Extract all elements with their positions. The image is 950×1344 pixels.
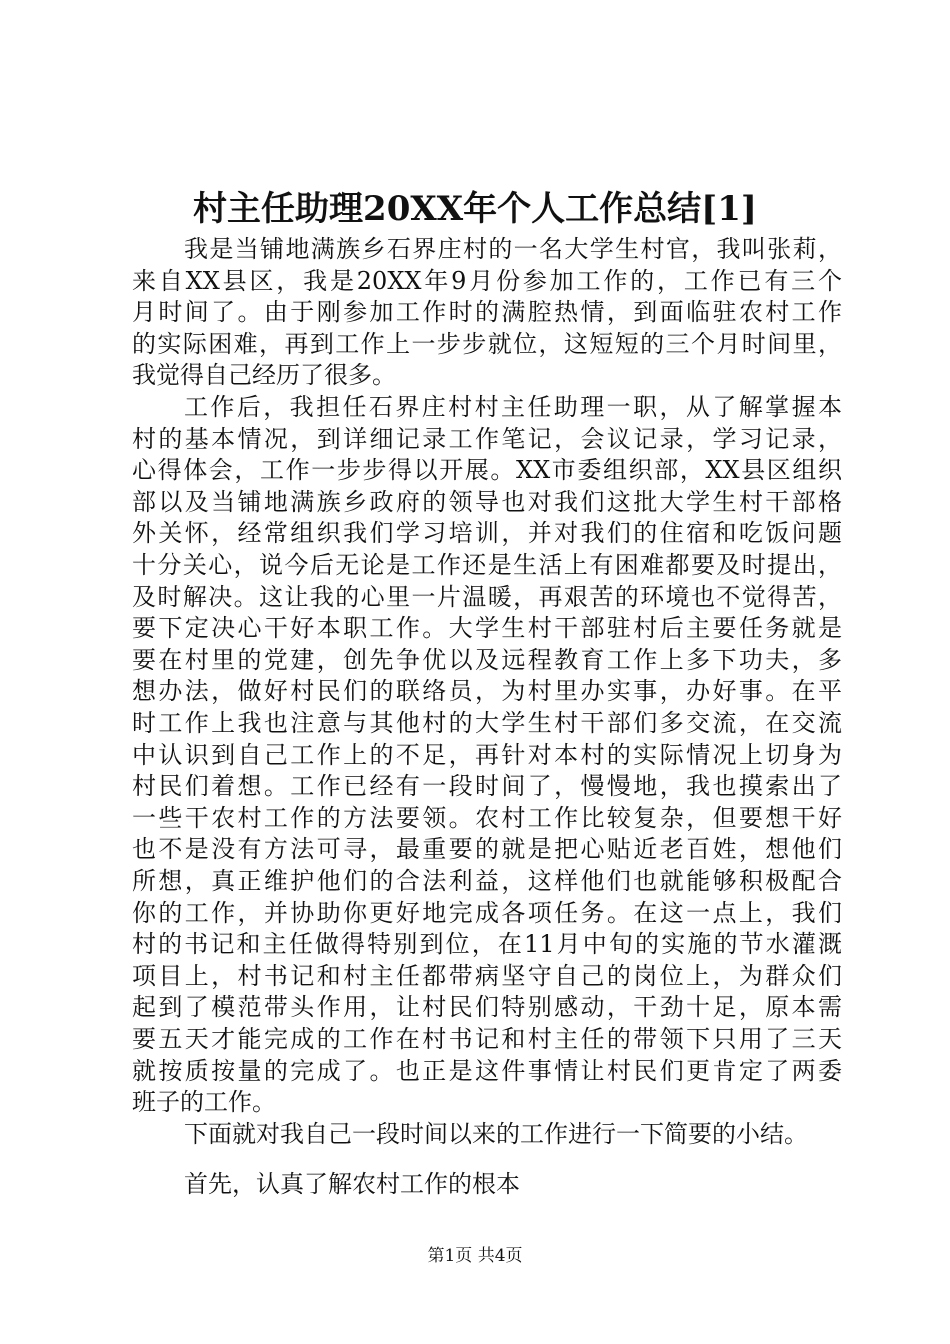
body-line: 村民们着想。工作已经有一段时间了，慢慢地，我也摸索出了	[132, 772, 842, 800]
body-line: 月时间了。由于刚参加工作时的满腔热情，到面临驻农村工作	[132, 298, 842, 326]
body-line: 的实际困难，再到工作上一步步就位，这短短的三个月时间里，	[132, 330, 842, 358]
page-footer: 第1页 共4页	[427, 1246, 523, 1266]
body-line: 要下定决心干好本职工作。大学生村干部驻村后主要任务就是	[132, 614, 842, 642]
body-line: 起到了模范带头作用，让村民们特别感动，干劲十足，原本需	[132, 993, 842, 1021]
body-line: 外关怀，经常组织我们学习培训，并对我们的住宿和吃饭问题	[132, 519, 842, 547]
body-line: 就按质按量的完成了。也正是这件事情让村民们更肯定了两委	[132, 1057, 842, 1085]
body-line: 我觉得自己经历了很多。	[132, 361, 396, 389]
body-line: 要五天才能完成的工作在村书记和村主任的带领下只用了三天	[132, 1025, 842, 1053]
body-line: 要在村里的党建，创先争优以及远程教育工作上多下功夫，多	[132, 646, 842, 674]
body-line: 一些干农村工作的方法要领。农村工作比较复杂，但要想干好	[132, 804, 842, 832]
body-line: 项目上，村书记和村主任都带病坚守自己的岗位上，为群众们	[132, 962, 842, 990]
document-title: 村主任助理20XX年个人工作总结[1]	[193, 189, 757, 229]
body-line: 工作后，我担任石界庄村村主任助理一职，从了解掌握本	[184, 393, 842, 421]
body-line: 我是当铺地满族乡石界庄村的一名大学生村官，我叫张莉，	[184, 235, 842, 263]
body-line: 村的书记和主任做得特别到位，在11月中旬的实施的节水灌溉	[132, 930, 842, 958]
body-line: 村的基本情况，到详细记录工作笔记，会议记录，学习记录，	[132, 425, 842, 453]
body-line: 部以及当铺地满族乡政府的领导也对我们这批大学生村干部格	[132, 488, 842, 516]
body-line: 及时解决。这让我的心里一片温暖，再艰苦的环境也不觉得苦，	[132, 583, 842, 611]
section-heading-line: 首先，认真了解农村工作的根本	[184, 1170, 520, 1198]
body-line: 十分关心，说今后无论是工作还是生活上有困难都要及时提出，	[132, 551, 842, 579]
body-line: 时工作上我也注意与其他村的大学生村干部们多交流，在交流	[132, 709, 842, 737]
body-line: 心得体会，工作一步步得以开展。XX市委组织部，XX县区组织	[132, 456, 842, 484]
body-line: 来自XX县区，我是20XX年9月份参加工作的，工作已有三个	[132, 267, 842, 295]
body-line: 下面就对我自己一段时间以来的工作进行一下简要的小结。	[184, 1120, 808, 1148]
body-line: 想办法，做好村民们的联络员，为村里办实事，办好事。在平	[132, 677, 842, 705]
body-line: 你的工作，并协助你更好地完成各项任务。在这一点上，我们	[132, 899, 842, 927]
body-line: 班子的工作。	[132, 1088, 276, 1116]
body-line: 也不是没有方法可寻，最重要的就是把心贴近老百姓，想他们	[132, 835, 842, 863]
body-line: 所想，真正维护他们的合法利益，这样他们也就能够积极配合	[132, 867, 842, 895]
body-line: 中认识到自己工作上的不足，再针对本村的实际情况上切身为	[132, 741, 842, 769]
